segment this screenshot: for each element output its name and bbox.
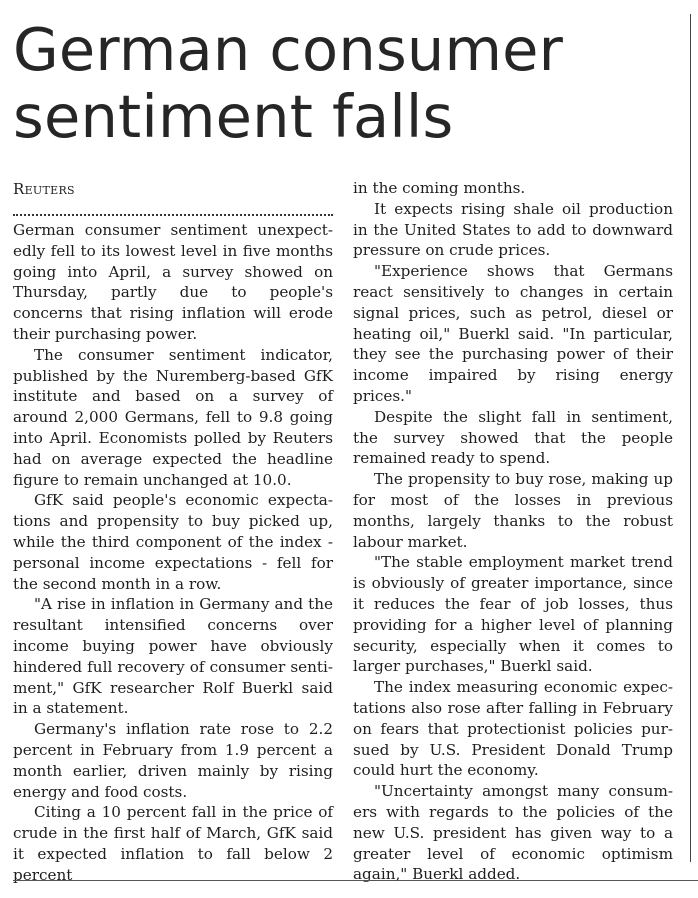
paragraph: Despite the slight fall in sentiment, the survey showed that the people remained ready to spend. xyxy=(353,407,673,468)
dotted-separator xyxy=(13,214,333,216)
paragraph: "Experience shows that Germans react sensitively to changes in certain signal prices, such as petrol, diesel or heating oil," Buerkl said. "In particular, they see the purchasing power of their income impaired by rising energy prices." xyxy=(353,262,673,405)
column-rule-right xyxy=(690,14,691,862)
paragraph: "A rise in inflation in Germany and the resultant intensified concerns over income buying power have obviously hindered full recovery of consumer sentiment," GfK researcher Rolf Buerkl said in a statement. xyxy=(13,595,333,718)
paragraph: It expects rising shale oil production in the United States to add to downward pressure on crude prices. xyxy=(353,199,673,260)
paragraph: "The stable employment market trend is obviously of greater importance, since it reduces the fear of job losses, thus providing for a higher level of planning security, especially when it comes to larger purchases," Buerkl said. xyxy=(353,553,673,676)
paragraph: The consumer sentiment indicator, published by the Nuremberg-based GfK institute and based on a survey of around 2,000 Germans, fell to 9.8 going into April. Economists polled by Reuters had on average expected the headline figure to remain unchanged at 10.0. xyxy=(13,345,333,489)
byline: Reuters xyxy=(13,180,75,198)
article-column-right xyxy=(353,178,673,885)
paragraph: "Uncertainty amongst many consumers with regards to the policies of the new U.S. president has given way to a greater level of economic optimism again," Buerkl added. xyxy=(353,782,673,884)
paragraph-continued: in the coming months. xyxy=(353,179,526,197)
paragraph: The index measuring economic expectations also rose after falling in February on fears that protectionist policies pursued by U.S. President Donald Trump could hurt the economy. xyxy=(353,678,673,780)
paragraph: The propensity to buy rose, making up for most of the losses in previous months, largely thanks to the robust labour market. xyxy=(353,470,673,551)
bottom-rule xyxy=(13,880,698,881)
paragraph: Germany's inflation rate rose to 2.2 percent in February from 1.9 percent a month earlier, driven mainly by rising energy and food costs. xyxy=(13,720,333,801)
article-column-left xyxy=(13,178,333,886)
headline: German consumer sentiment falls xyxy=(13,15,564,151)
paragraph: German consumer sentiment unexpectedly fell to its lowest level in five months going into April, a survey showed on Thursday, partly due to people's concerns that rising inflation will erode their purchasing power. xyxy=(13,221,333,343)
paragraph: Citing a 10 percent fall in the price of crude in the first half of March, GfK said it expected inflation to fall below 2 percent xyxy=(13,803,333,884)
paragraph: GfK said people's economic expectations and propensity to buy picked up, while the third component of the index - personal income expectations - fell for the second month in a row. xyxy=(13,491,333,593)
